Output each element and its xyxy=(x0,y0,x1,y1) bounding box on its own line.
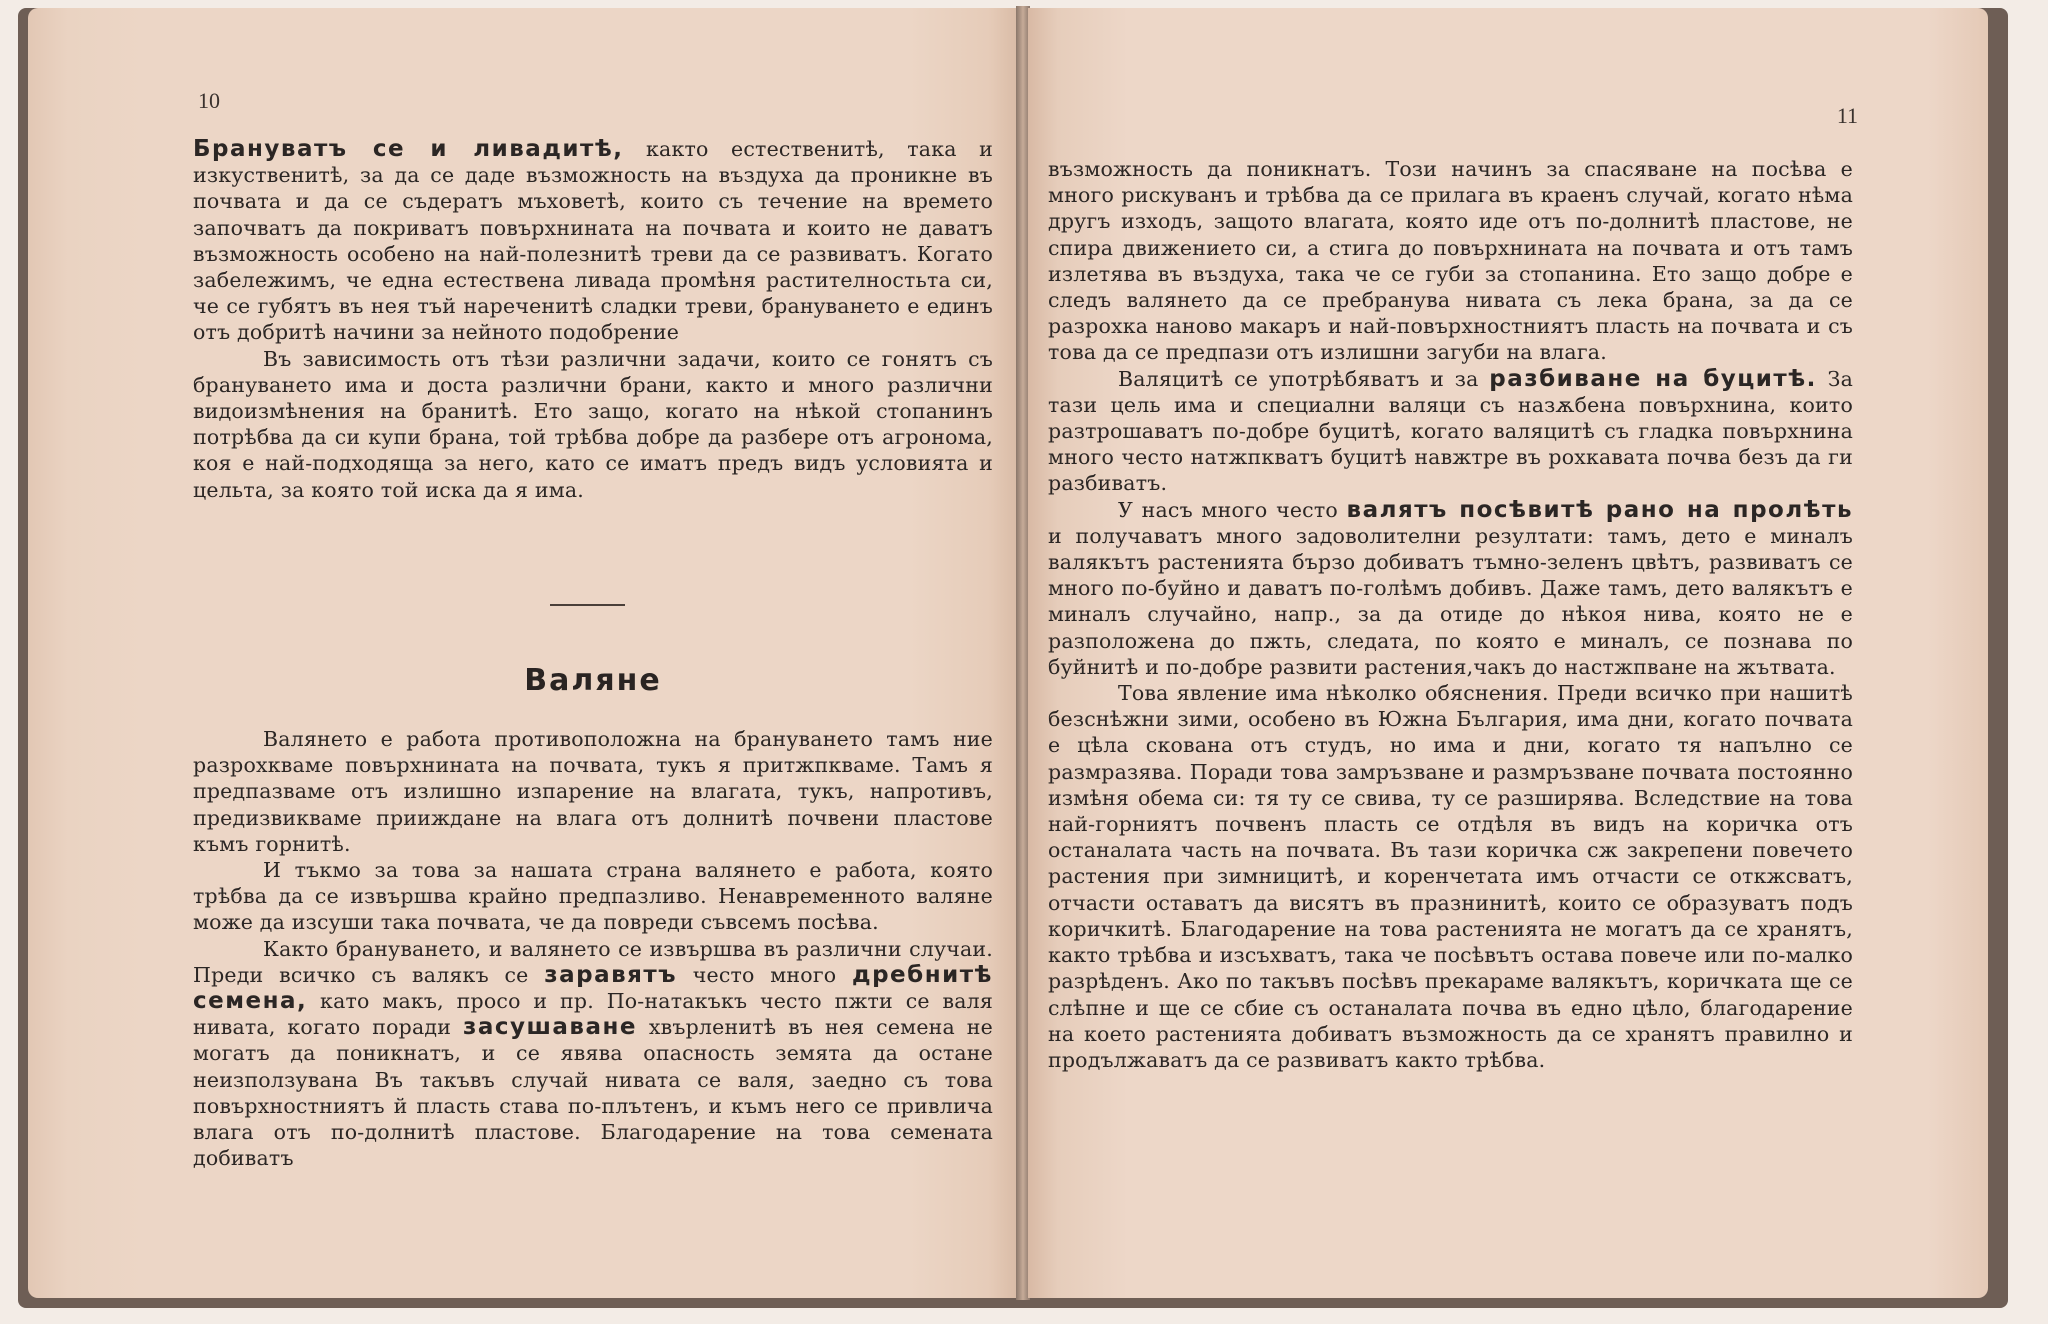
paragraph-text: често много xyxy=(677,962,853,987)
paragraph xyxy=(193,936,993,1172)
paragraph-text: Валяцитѣ се употрѣбяватъ и за xyxy=(1118,366,1490,391)
bold-phrase: разбиване на буцитѣ. xyxy=(1489,365,1817,392)
text-block xyxy=(1048,156,1853,1073)
paragraph: Това явление има нѣколко обяснения. Преди всичко при нашитѣ безснѣжни зими, особено въ Южна България, има дни, когато почвата е цѣла скована отъ студъ, но има и дни, когато тя напълно се размразява. Поради това замръзване и размръзване почвата постоянно измѣня обема си: тя ту се свива, ту се разширява. Вследствие на това най-горниятъ почвенъ пласть се отдѣля въ видъ на коричка отъ останалата часть на почвата. Въ тази коричка сж закрепени повечето растения при зимницитѣ, и коренчетата имъ отчасти се откжсватъ, отчасти оставатъ да висятъ въ празнинитѣ, които се образуватъ подъ коричкитѣ. Благодарение на това растенията не могатъ да се хранятъ, както трѣбва и изсъхватъ, така че посѣвътъ остава повече или по-малко разрѣденъ. Ако по такъвъ посѣвъ прекараме валякътъ, коричката ще се слѣпне и ще се сбие съ останалата почва въ едно цѣло, благодарение на което растенията добиватъ възможность да се хранятъ правилно и продължаватъ да се развиватъ както трѣбва. xyxy=(1048,681,1853,1072)
bold-phrase: валятъ посѣвитѣ рано на пролѣть xyxy=(1346,496,1853,523)
left-page xyxy=(28,8,1018,1298)
paragraph-text: За тази цель има и специални валяци съ назѫбена повърхнина, които разтрошаватъ по-добре буцитѣ, когато валяцитѣ съ гладка повърхнина много често натжпкватъ буцитѣ навжтре въ рохкавата почва безъ да ги разбиватъ. xyxy=(1048,366,1853,496)
text-block xyxy=(193,726,993,1171)
paragraph: Валянето е работа противоположна на брануването тамъ ние разрохкваме повърхнината на почвата, тукъ я притжпкваме. Тамъ я предпазваме отъ излишно изпарение на влагата, тукъ, напротивъ, предизвикваме прииждане на влага отъ долнитѣ почвени пластове къмъ горнитѣ. xyxy=(193,727,993,856)
bold-phrase: дребнитѣ семена, xyxy=(193,961,993,1015)
section-heading: Валяне xyxy=(524,663,662,698)
paragraph: Въ зависимость отъ тѣзи различни задачи, които се гонятъ съ брануването има и доста различни брани, както и много различни видоизмѣнения на бранитѣ. Ето защо, когато на нѣкой стопанинъ потрѣбва да си купи брана, той трѣбва добре да разбере отъ агронома, коя е най-подходяща за него, като се иматъ предъ видъ условията и цельта, за която той иска да я има. xyxy=(193,346,993,502)
page-number: 10 xyxy=(198,88,220,113)
paragraph: И тъкмо за това за нашата страна валянето е работа, която трѣбва да се извършва крайно предпазливо. Ненавременното валяне може да изсуши така почвата, че да повреди съвсемъ посѣва. xyxy=(193,858,993,935)
paragraph xyxy=(1048,497,1853,680)
paragraph-text: като макъ, просо и пр. По-натакъкъ често пжти се валя нивата, когато поради xyxy=(193,989,993,1040)
paragraph-text: Както брануването, и валянето се извършва въ различни случаи. Преди всичко съ валякъ се xyxy=(193,936,993,987)
paragraph xyxy=(1048,366,1853,497)
text-block xyxy=(193,136,993,503)
paragraph xyxy=(193,136,993,346)
paragraph-text: както естественитѣ, така и изкуственитѣ, за да се даде възможность на въздуха да проникне въ почвата и да се съдератъ мъховетѣ, които съ течение на времето започватъ да покриватъ повърхнината на почвата и които не даватъ възможность особено на най-полезнитѣ треви да се развиватъ. Когато забележимъ, че една естествена ливада промѣня растителностьта си, че се губятъ въ нея тъй нареченитѣ сладки треви, бранyването е единъ отъ добритѣ начини за нейното подобрение xyxy=(193,137,993,345)
bold-phrase: засушаване xyxy=(462,1014,637,1041)
section-divider xyxy=(550,604,625,606)
right-page xyxy=(1028,8,1988,1298)
bold-phrase: Брануватъ се и ливадитѣ, xyxy=(193,136,624,162)
page-number: 11 xyxy=(1836,103,1858,128)
paragraph-text: и получаватъ много задоволителни резултати: тамъ, дето е миналъ валякътъ растенията бързо добиватъ тъмно-зеленъ цвѣтъ, развиватъ се много по-буйно и даватъ по-голѣмъ добивъ. Даже тамъ, дето валякътъ е миналъ случайно, напр., за да отиде до нѣкоя нива, която не е разположена до пжть, следата, по която е миналъ, се познава по буйнитѣ и по-добре развити растения,чакъ до настжпване на жътвата. xyxy=(1048,523,1853,679)
paragraph-text: хвърленитѣ въ нея семена не могатъ да поникнатъ, и се явява опасность земята да остане неизползувана Въ такъвъ случай нивата се валя, заедно съ това повърхностниятъ й пласть става по-плътенъ, и къмъ него се привлича влага отъ по-долнитѣ пластове. Благодарение на това семената добиватъ xyxy=(193,1015,993,1171)
paragraph: възможность да поникнатъ. Този начинъ за спасяване на посѣва е много рискуванъ и трѣбва да се прилага въ краенъ случай, когато нѣма другъ изходъ, защото влагата, която иде отъ по-долнитѣ пластове, не спира движението си, а стига до повърхнината на почвата и отъ тамъ излетява въ въздуха, така че се губи за стопанина. Ето защо добре е следъ валянето да се пребранува нивата съ лека брана, за да се разрохка наново макаръ и най-повърхностниятъ пласть на почвата и съ това да се предпази отъ излишни загуби на влага. xyxy=(1048,157,1853,365)
paragraph-text: У насъ много често xyxy=(1118,497,1347,522)
bold-phrase: заравятъ xyxy=(544,961,678,988)
